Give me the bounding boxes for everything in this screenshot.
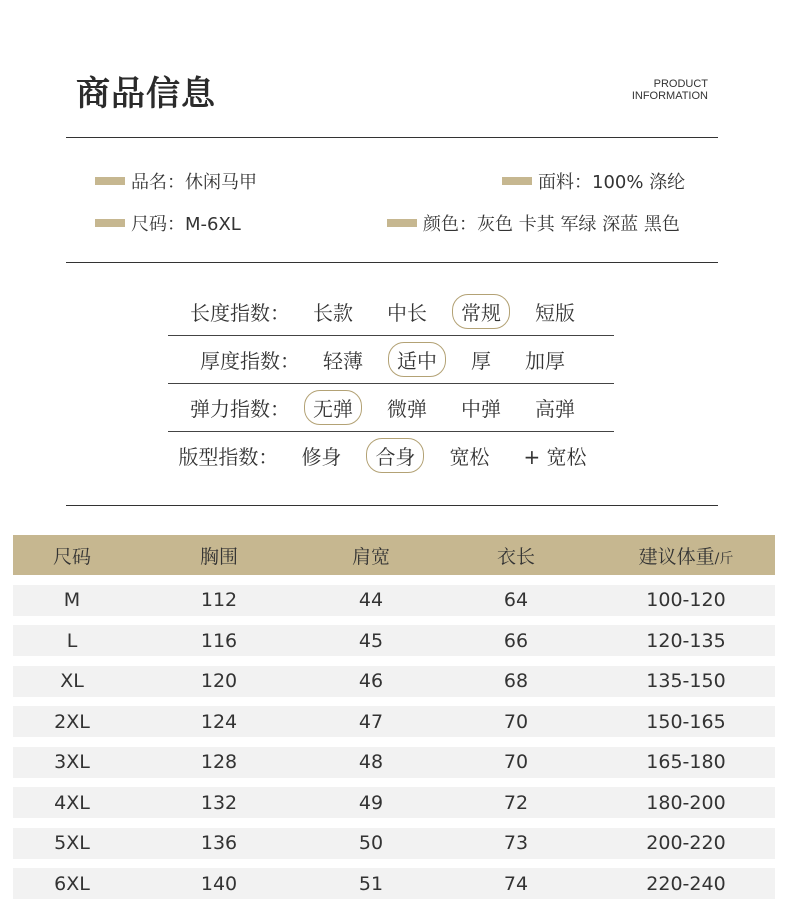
index-option: 长款 <box>313 301 353 325</box>
index-row-length <box>168 288 614 335</box>
table-row <box>13 747 775 778</box>
divider-top <box>66 137 718 138</box>
index-option: 中弹 <box>461 397 501 421</box>
cell-length: 70 <box>503 751 529 773</box>
index-option: 加厚 <box>525 349 565 373</box>
cell-size: 4XL <box>54 791 90 814</box>
title-en-line1: PRODUCT <box>653 78 708 90</box>
bar-marker <box>387 219 417 227</box>
cell-shoulder: 46 <box>358 670 384 692</box>
info-name <box>95 168 257 194</box>
cell-size: 2XL <box>54 710 90 733</box>
index-option: + 宽松 <box>523 445 587 469</box>
cell-length: 64 <box>503 589 529 611</box>
cell-weight: 200-220 <box>646 832 726 854</box>
cell-length: 73 <box>503 832 529 854</box>
index-option-selected: 适中 <box>388 342 446 377</box>
index-option: 微弹 <box>387 397 427 421</box>
cell-weight: 120-135 <box>646 629 726 652</box>
bar-marker <box>502 177 532 185</box>
page-title: 商品信息 <box>76 74 216 114</box>
header-chest: 胸围 <box>199 545 238 568</box>
table-row <box>13 828 775 859</box>
index-label: 弹力指数： <box>190 397 290 421</box>
cell-chest: 136 <box>200 832 238 854</box>
cell-size: 6XL <box>54 872 90 895</box>
index-label: 长度指数： <box>190 301 290 325</box>
cell-chest: 124 <box>200 710 238 733</box>
info-fabric <box>502 168 685 194</box>
table-row <box>13 868 775 899</box>
cell-chest: 128 <box>200 751 238 773</box>
cell-chest: 112 <box>200 589 238 611</box>
info-name-text: 品名：休闲马甲 <box>131 172 257 193</box>
weight-unit: /斤 <box>714 550 734 567</box>
cell-size: 3XL <box>54 751 90 773</box>
title-en-line2: INFORMATION <box>631 90 708 102</box>
index-option: 中长 <box>387 301 427 325</box>
header-size: 尺码 <box>52 545 91 568</box>
cell-chest: 120 <box>200 670 238 692</box>
index-option: 厚 <box>471 349 491 373</box>
cell-length: 72 <box>503 791 529 814</box>
index-row-fit <box>168 432 614 479</box>
cell-shoulder: 45 <box>358 629 384 652</box>
info-size <box>95 210 241 236</box>
cell-weight: 135-150 <box>646 670 726 692</box>
cell-shoulder: 51 <box>358 872 384 895</box>
page-title-en <box>632 78 708 102</box>
cell-chest: 132 <box>200 791 238 814</box>
cell-size: XL <box>60 670 84 692</box>
index-option: 轻薄 <box>323 349 363 373</box>
cell-size: L <box>66 629 78 652</box>
info-color-text: 颜色：灰色 卡其 军绿 深蓝 黑色 <box>423 214 680 235</box>
cell-shoulder: 49 <box>358 791 384 814</box>
cell-weight: 220-240 <box>646 872 726 895</box>
cell-weight: 165-180 <box>646 751 726 773</box>
table-row <box>13 706 775 737</box>
index-option: 宽松 <box>449 445 490 469</box>
cell-weight: 100-120 <box>646 589 726 611</box>
cell-length: 70 <box>503 710 529 733</box>
index-row-thickness <box>168 336 614 383</box>
header-weight-text: 建议体重 <box>638 545 715 568</box>
cell-size: M <box>63 589 81 611</box>
info-color <box>387 210 680 236</box>
cell-length: 66 <box>503 629 529 652</box>
header-shoulder: 肩宽 <box>351 545 390 568</box>
index-label: 版型指数： <box>178 445 279 469</box>
info-fabric-text: 面料：100% 涤纶 <box>538 172 686 193</box>
table-row <box>13 666 775 697</box>
cell-size: 5XL <box>54 832 90 854</box>
cell-weight: 150-165 <box>646 710 726 733</box>
index-option-selected: 常规 <box>452 294 510 329</box>
cell-shoulder: 44 <box>358 589 384 611</box>
divider-middle <box>66 262 718 263</box>
table-header <box>13 535 775 575</box>
index-label: 厚度指数： <box>200 349 300 373</box>
cell-length: 74 <box>503 872 529 895</box>
index-option-selected: 合身 <box>366 438 424 473</box>
index-option: 修身 <box>301 445 342 469</box>
table-row <box>13 625 775 656</box>
cell-chest: 140 <box>200 872 238 895</box>
bar-marker <box>95 177 125 185</box>
cell-shoulder: 48 <box>358 751 384 773</box>
cell-shoulder: 47 <box>358 710 384 733</box>
cell-chest: 116 <box>200 629 238 652</box>
cell-shoulder: 50 <box>358 832 384 854</box>
index-option: 高弹 <box>535 397 575 421</box>
index-row-elasticity <box>168 384 614 431</box>
index-option: 短版 <box>535 301 575 325</box>
size-table <box>13 535 775 899</box>
info-size-text: 尺码：M-6XL <box>131 214 241 235</box>
index-option-selected: 无弹 <box>304 390 362 425</box>
table-row <box>13 787 775 818</box>
table-row <box>13 585 775 616</box>
bar-marker <box>95 219 125 227</box>
divider-bottom <box>66 505 718 506</box>
cell-length: 68 <box>503 670 529 692</box>
cell-weight: 180-200 <box>646 791 726 814</box>
header-weight <box>597 542 775 569</box>
header-length: 衣长 <box>496 545 535 568</box>
